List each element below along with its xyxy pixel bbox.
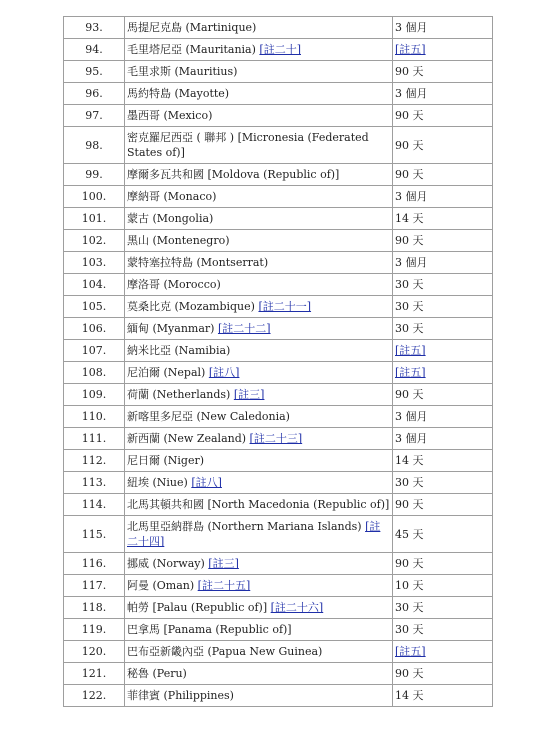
table-row (64, 208, 493, 230)
table-row (64, 164, 493, 186)
footnote-link[interactable]: [註二十四] (127, 520, 381, 548)
stay-duration: 90 天 (393, 494, 493, 516)
stay-duration: 30 天 (393, 274, 493, 296)
country-name: 荷蘭 (Netherlands) (127, 388, 231, 401)
row-number: 109. (64, 384, 125, 406)
row-number: 121. (64, 663, 125, 685)
row-number: 112. (64, 450, 125, 472)
country-cell (125, 127, 393, 164)
stay-duration: 3 個月 (393, 83, 493, 105)
stay-duration: 90 天 (393, 384, 493, 406)
country-cell (125, 61, 393, 83)
country-name: 巴布亞新畿內亞 (Papua New Guinea) (127, 645, 323, 658)
footnote-link[interactable]: [註二十三] (249, 432, 303, 445)
footnote-link[interactable]: [註八] (191, 476, 222, 489)
country-cell (125, 362, 393, 384)
stay-cell[interactable] (393, 340, 493, 362)
country-cell (125, 597, 393, 619)
table-row (64, 127, 493, 164)
row-number: 117. (64, 575, 125, 597)
row-number: 107. (64, 340, 125, 362)
table-row (64, 384, 493, 406)
row-number: 113. (64, 472, 125, 494)
row-number: 93. (64, 17, 125, 39)
country-name: 新喀里多尼亞 (New Caledonia) (127, 410, 290, 423)
country-cell (125, 230, 393, 252)
country-cell (125, 208, 393, 230)
country-cell (125, 663, 393, 685)
stay-duration: 14 天 (393, 208, 493, 230)
table-row (64, 105, 493, 127)
country-cell (125, 619, 393, 641)
country-cell (125, 428, 393, 450)
country-cell (125, 39, 393, 61)
stay-duration: 45 天 (393, 516, 493, 553)
stay-duration: 30 天 (393, 296, 493, 318)
country-name: 摩爾多瓦共和國 [Moldova (Republic of)] (127, 168, 340, 181)
country-name: 蒙古 (Mongolia) (127, 212, 214, 225)
table-row (64, 428, 493, 450)
row-number: 105. (64, 296, 125, 318)
row-number: 108. (64, 362, 125, 384)
stay-cell[interactable] (393, 362, 493, 384)
footnote-link[interactable]: [註二十六] (270, 601, 324, 614)
country-name: 挪威 (Norway) (127, 557, 205, 570)
row-number: 104. (64, 274, 125, 296)
row-number: 114. (64, 494, 125, 516)
row-number: 98. (64, 127, 125, 164)
stay-duration: 30 天 (393, 597, 493, 619)
country-cell (125, 516, 393, 553)
footnote-link[interactable]: [註二十五] (197, 579, 251, 592)
country-cell (125, 450, 393, 472)
table-row (64, 553, 493, 575)
visa-free-table (63, 16, 493, 707)
stay-duration: 90 天 (393, 164, 493, 186)
country-name: 黑山 (Montenegro) (127, 234, 230, 247)
stay-duration: 90 天 (393, 230, 493, 252)
table-row (64, 318, 493, 340)
stay-footnote-link[interactable]: [註五] (395, 645, 426, 658)
stay-duration: 30 天 (393, 472, 493, 494)
table-row (64, 340, 493, 362)
stay-duration: 3 個月 (393, 406, 493, 428)
country-cell (125, 17, 393, 39)
footnote-link[interactable]: [註三] (208, 557, 239, 570)
row-number: 102. (64, 230, 125, 252)
stay-duration: 10 天 (393, 575, 493, 597)
table-row (64, 472, 493, 494)
country-name: 尼泊爾 (Nepal) (127, 366, 206, 379)
country-name: 北馬其頓共和國 [North Macedonia (Republic of)] (127, 498, 390, 511)
footnote-link[interactable]: [註八] (208, 366, 240, 379)
table-row (64, 494, 493, 516)
country-cell (125, 384, 393, 406)
country-name: 尼日爾 (Niger) (127, 454, 205, 467)
table-body (64, 17, 493, 707)
country-cell (125, 186, 393, 208)
stay-footnote-link[interactable]: [註五] (395, 43, 426, 56)
row-number: 101. (64, 208, 125, 230)
country-name: 阿曼 (Oman) (127, 579, 195, 592)
stay-duration: 90 天 (393, 61, 493, 83)
table-row (64, 575, 493, 597)
stay-duration: 90 天 (393, 105, 493, 127)
row-number: 103. (64, 252, 125, 274)
table-row (64, 230, 493, 252)
table-row (64, 597, 493, 619)
table-row (64, 17, 493, 39)
country-name: 新西蘭 (New Zealand) (127, 432, 247, 445)
country-cell (125, 553, 393, 575)
country-name: 摩納哥 (Monaco) (127, 190, 217, 203)
table-row (64, 186, 493, 208)
stay-duration: 3 個月 (393, 17, 493, 39)
stay-footnote-link[interactable]: [註五] (395, 366, 426, 379)
stay-duration: 90 天 (393, 663, 493, 685)
table-row (64, 83, 493, 105)
country-name: 墨西哥 (Mexico) (127, 109, 213, 122)
row-number: 122. (64, 685, 125, 707)
row-number: 106. (64, 318, 125, 340)
country-name: 毛里求斯 (Mauritius) (127, 65, 238, 78)
row-number: 94. (64, 39, 125, 61)
country-cell (125, 252, 393, 274)
table-row (64, 663, 493, 685)
stay-duration: 30 天 (393, 318, 493, 340)
row-number: 111. (64, 428, 125, 450)
table-row (64, 619, 493, 641)
stay-footnote-link[interactable]: [註五] (395, 344, 426, 357)
footnote-link[interactable]: [註二十一] (258, 300, 312, 313)
stay-duration: 3 個月 (393, 186, 493, 208)
table-row (64, 61, 493, 83)
country-name: 緬甸 (Myanmar) (127, 322, 215, 335)
row-number: 110. (64, 406, 125, 428)
table-row (64, 450, 493, 472)
row-number: 115. (64, 516, 125, 553)
country-cell (125, 105, 393, 127)
stay-duration: 3 個月 (393, 252, 493, 274)
country-cell (125, 472, 393, 494)
country-name: 納米比亞 (Namibia) (127, 344, 231, 357)
country-name: 馬約特島 (Mayotte) (127, 87, 230, 100)
row-number: 119. (64, 619, 125, 641)
row-number: 95. (64, 61, 125, 83)
stay-cell[interactable] (393, 39, 493, 61)
country-name: 蒙特塞拉特島 (Montserrat) (127, 256, 269, 269)
country-name: 巴拿馬 [Panama (Republic of)] (127, 623, 292, 636)
country-name: 秘魯 (Peru) (127, 667, 187, 680)
country-name: 帕勞 [Palau (Republic of)] (127, 601, 268, 614)
table-row (64, 39, 493, 61)
footnote-link[interactable]: [註三] (233, 388, 265, 401)
table-row (64, 685, 493, 707)
country-name: 北馬里亞納群島 (Northern Mariana Islands) (127, 520, 362, 533)
stay-cell[interactable] (393, 641, 493, 663)
country-name: 毛里塔尼亞 (Mauritania) (127, 43, 256, 56)
country-cell (125, 164, 393, 186)
footnote-link[interactable]: [註二十] (259, 43, 301, 56)
country-name: 馬提尼克島 (Martinique) (127, 21, 257, 34)
table-row (64, 274, 493, 296)
stay-duration: 90 天 (393, 553, 493, 575)
country-cell (125, 494, 393, 516)
stay-duration: 90 天 (393, 127, 493, 164)
country-cell (125, 318, 393, 340)
country-name: 紐埃 (Niue) (127, 476, 188, 489)
row-number: 120. (64, 641, 125, 663)
table-row (64, 516, 493, 553)
footnote-link[interactable]: [註二十二] (217, 322, 271, 335)
row-number: 100. (64, 186, 125, 208)
country-cell (125, 296, 393, 318)
stay-duration: 14 天 (393, 450, 493, 472)
stay-duration: 14 天 (393, 685, 493, 707)
row-number: 96. (64, 83, 125, 105)
stay-duration: 3 個月 (393, 428, 493, 450)
table-row (64, 362, 493, 384)
stay-duration: 30 天 (393, 619, 493, 641)
country-cell (125, 575, 393, 597)
country-cell (125, 83, 393, 105)
table-row (64, 641, 493, 663)
table-row (64, 252, 493, 274)
row-number: 116. (64, 553, 125, 575)
country-cell (125, 274, 393, 296)
country-name: 摩洛哥 (Morocco) (127, 278, 221, 291)
country-cell (125, 685, 393, 707)
row-number: 97. (64, 105, 125, 127)
country-cell (125, 641, 393, 663)
country-cell (125, 406, 393, 428)
country-name: 莫桑比克 (Mozambique) (127, 300, 255, 313)
table-row (64, 296, 493, 318)
row-number: 118. (64, 597, 125, 619)
table-row (64, 406, 493, 428)
country-name: 密克羅尼西亞 ( 聯邦 ) [Micronesia (Federated States of)] (127, 131, 369, 159)
country-name: 菲律賓 (Philippines) (127, 689, 234, 702)
row-number: 99. (64, 164, 125, 186)
country-cell (125, 340, 393, 362)
